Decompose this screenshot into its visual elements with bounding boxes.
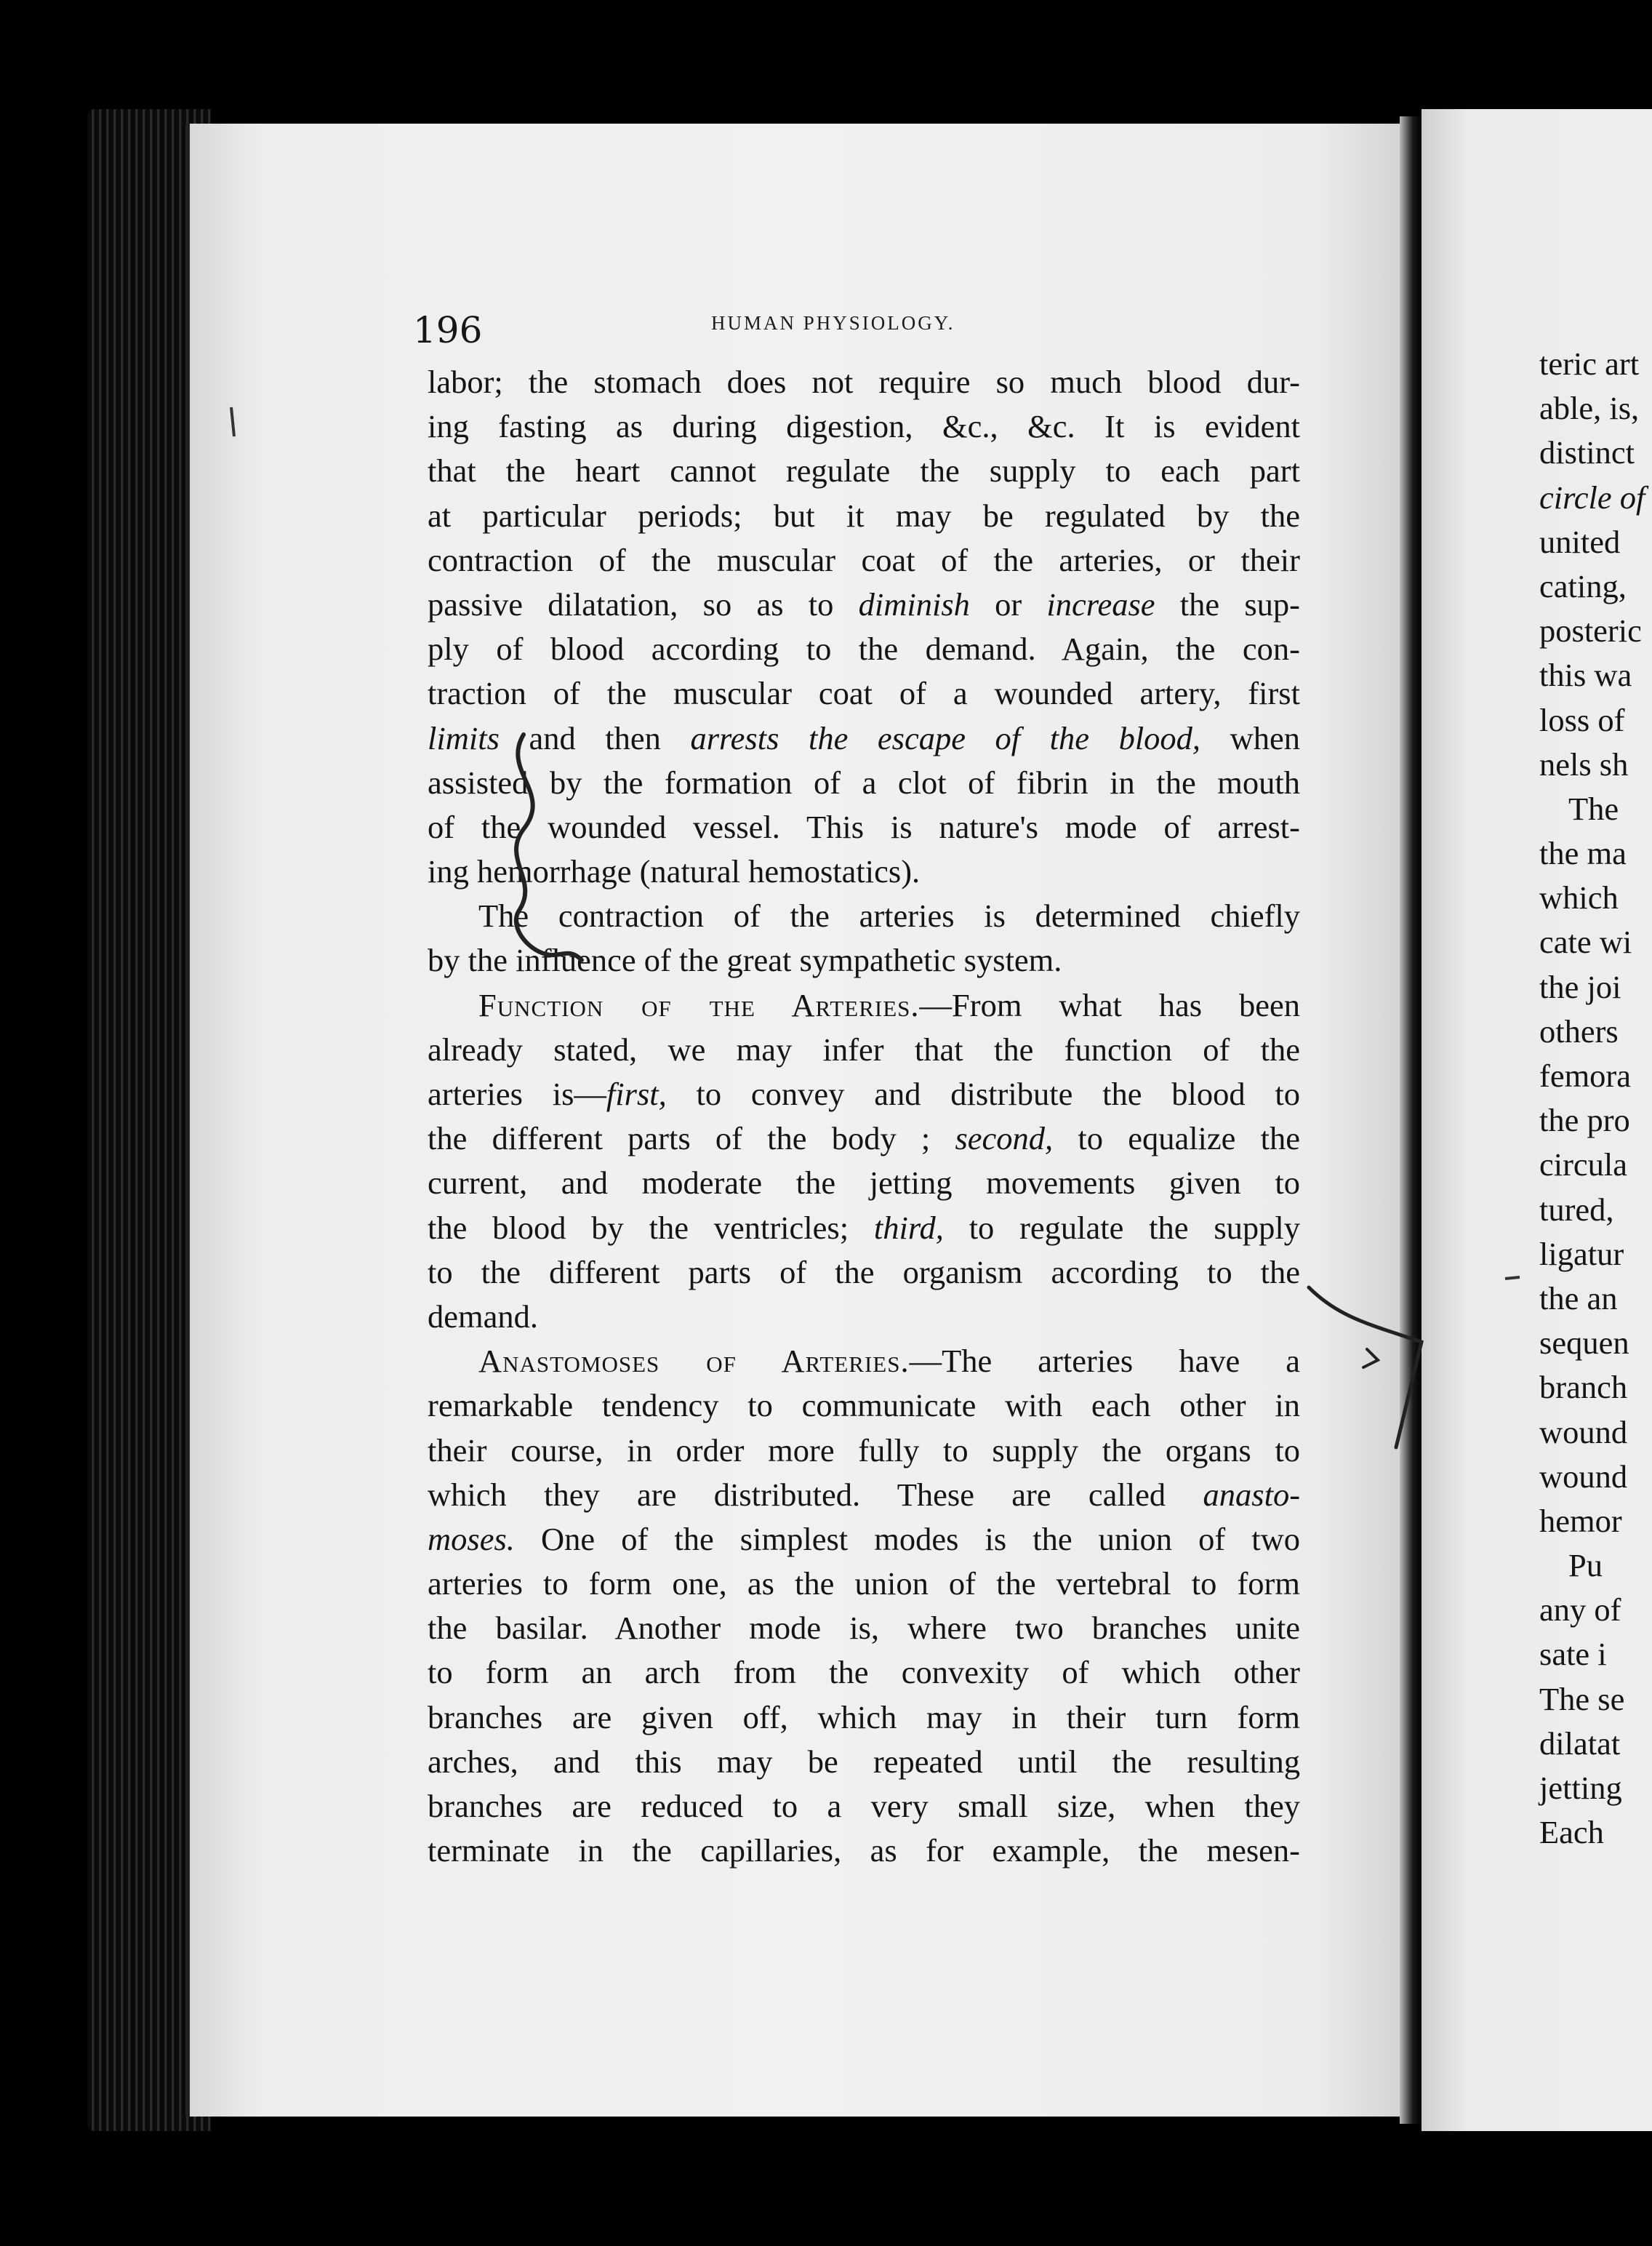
right-line: any of bbox=[1539, 1591, 1621, 1628]
right-line: cate wi bbox=[1539, 924, 1632, 961]
text-line bbox=[428, 716, 1300, 761]
right-line: dilatat bbox=[1539, 1725, 1621, 1762]
text-line: contraction of the muscular coat of the arteries, or their bbox=[428, 541, 1300, 578]
right-line: circle of bbox=[1539, 479, 1645, 516]
text-line: their course, in order more fully to supply the organs to bbox=[428, 1431, 1300, 1468]
text-line: remarkable tendency to communicate with each other in bbox=[428, 1387, 1300, 1424]
text-line: at particular periods; but it may be regulated by the bbox=[428, 497, 1300, 534]
italic-term: anasto- bbox=[1166, 1476, 1301, 1513]
text-line bbox=[428, 1072, 1300, 1116]
right-line: posteric bbox=[1539, 612, 1642, 650]
text-line bbox=[428, 1517, 1300, 1562]
text-line: labor; the stomach does not require so much blood dur- bbox=[428, 364, 1300, 400]
italic-term: increase bbox=[1046, 586, 1155, 623]
right-line: sate i bbox=[1539, 1636, 1607, 1673]
page-header bbox=[413, 302, 1300, 360]
right-line: distinct bbox=[1539, 434, 1635, 471]
text-span: the sup- bbox=[1155, 586, 1300, 623]
text-span: passive dilatation, so as to bbox=[428, 586, 834, 623]
text-line: terminate in the capillaries, as for example, the mesen- bbox=[428, 1832, 1300, 1869]
body-text bbox=[428, 360, 1300, 1873]
right-line: wound bbox=[1539, 1458, 1628, 1495]
right-page bbox=[1422, 109, 1652, 2131]
italic-term: limits bbox=[428, 719, 500, 756]
section-heading: Anastomoses of Arteries. bbox=[478, 1343, 910, 1380]
text-line: The contraction of the arteries is determined chiefly bbox=[478, 898, 1300, 935]
right-line: branch bbox=[1539, 1369, 1628, 1406]
right-line: ligatur bbox=[1539, 1235, 1624, 1272]
text-line: of the wounded vessel. This is nature's mode of arrest- bbox=[428, 808, 1300, 845]
text-line: to form an arch from the convexity of which other bbox=[428, 1654, 1300, 1691]
text-line: branches are reduced to a very small size, when they bbox=[428, 1788, 1300, 1824]
section-heading-line bbox=[428, 1339, 1300, 1383]
italic-term: first, bbox=[606, 1076, 667, 1112]
text-span: to convey and distribute the blood to bbox=[666, 1076, 1300, 1112]
text-span: which they are distributed. These are called bbox=[428, 1476, 1166, 1513]
text-line: already stated, we may infer that the function of the bbox=[428, 1031, 1300, 1068]
text-span: One of the simplest modes is the union of two bbox=[514, 1520, 1300, 1557]
text-line: to the different parts of the organism according to the bbox=[428, 1253, 1300, 1290]
right-line: femora bbox=[1539, 1058, 1632, 1094]
text-span: the different parts of the body ; bbox=[428, 1120, 955, 1157]
text-span: to regulate the supply bbox=[943, 1209, 1301, 1246]
right-line: hemor bbox=[1539, 1502, 1622, 1539]
right-line: cating, bbox=[1539, 567, 1627, 604]
right-line: the pro bbox=[1539, 1102, 1630, 1139]
right-line: the an bbox=[1539, 1279, 1618, 1316]
right-line: tured, bbox=[1539, 1191, 1614, 1228]
right-line: jetting bbox=[1539, 1770, 1622, 1806]
text-line: ply of blood according to the demand. Again, the con- bbox=[428, 631, 1300, 668]
text-line: that the heart cannot regulate the supply to each part bbox=[428, 452, 1300, 489]
right-line: united bbox=[1539, 523, 1621, 560]
right-line: Each bbox=[1539, 1814, 1604, 1851]
right-line: wound bbox=[1539, 1413, 1628, 1450]
right-line: The se bbox=[1539, 1680, 1625, 1717]
right-line: Pu bbox=[1568, 1547, 1603, 1584]
text-line: arteries to form one, as the union of the vertebral to form bbox=[428, 1565, 1300, 1602]
text-span: —From what has been bbox=[919, 986, 1300, 1023]
text-line bbox=[428, 1206, 1300, 1250]
text-line bbox=[428, 583, 1300, 627]
right-line: The bbox=[1568, 790, 1619, 827]
text-span: the blood by the ventricles; bbox=[428, 1209, 849, 1246]
right-line: this wa bbox=[1539, 657, 1632, 694]
text-line: by the influence of the great sympathetic system. bbox=[428, 942, 1062, 979]
running-head: HUMAN PHYSIOLOGY. bbox=[711, 312, 955, 334]
page-number: 196 bbox=[413, 309, 483, 351]
right-line: sequen bbox=[1539, 1324, 1629, 1362]
text-span: and then bbox=[499, 719, 691, 756]
italic-term: moses. bbox=[428, 1520, 515, 1557]
text-line: ing hemorrhage (natural hemostatics). bbox=[428, 853, 921, 890]
text-line: ing fasting as during digestion, &c., &c. It is evident bbox=[428, 408, 1300, 445]
section-heading: Function of the Arteries. bbox=[478, 986, 920, 1023]
text-line: assisted by the formation of a clot of fibrin in the mouth bbox=[428, 764, 1300, 801]
right-line: the ma bbox=[1539, 835, 1627, 872]
text-line: arches, and this may be repeated until the resulting bbox=[428, 1743, 1300, 1780]
right-line: nels sh bbox=[1539, 746, 1629, 783]
right-line: able, is, bbox=[1539, 390, 1640, 427]
text-span: —The arteries have a bbox=[909, 1343, 1300, 1380]
text-line: current, and moderate the jetting movements given to bbox=[428, 1164, 1300, 1202]
right-line: others bbox=[1539, 1012, 1619, 1050]
book-gutter bbox=[1400, 116, 1422, 2124]
right-line: which bbox=[1539, 879, 1619, 916]
section-heading-line bbox=[428, 983, 1300, 1028]
text-line bbox=[428, 1116, 1300, 1161]
right-line: the joi bbox=[1539, 968, 1621, 1005]
right-line: loss of bbox=[1539, 701, 1625, 738]
italic-term: second, bbox=[955, 1120, 1054, 1157]
text-span: or bbox=[969, 586, 1047, 623]
text-line: the basilar. Another mode is, where two branches unite bbox=[428, 1610, 1300, 1647]
right-line: teric art bbox=[1539, 345, 1640, 382]
text-line: branches are given off, which may in their turn form bbox=[428, 1698, 1300, 1735]
text-line: traction of the muscular coat of a wounded artery, first bbox=[428, 675, 1300, 712]
text-line bbox=[428, 1473, 1300, 1517]
italic-term: arrests the escape of the blood, bbox=[690, 719, 1201, 756]
page-content bbox=[413, 302, 1301, 1873]
right-line: circula bbox=[1539, 1146, 1628, 1183]
text-span: arteries is— bbox=[428, 1076, 606, 1112]
text-span: when bbox=[1200, 719, 1300, 756]
text-span: to equalize the bbox=[1053, 1120, 1300, 1157]
italic-term: third, bbox=[873, 1209, 944, 1246]
italic-term: diminish bbox=[858, 586, 970, 623]
right-page-text bbox=[1539, 342, 1645, 1855]
text-line: demand. bbox=[428, 1298, 538, 1335]
